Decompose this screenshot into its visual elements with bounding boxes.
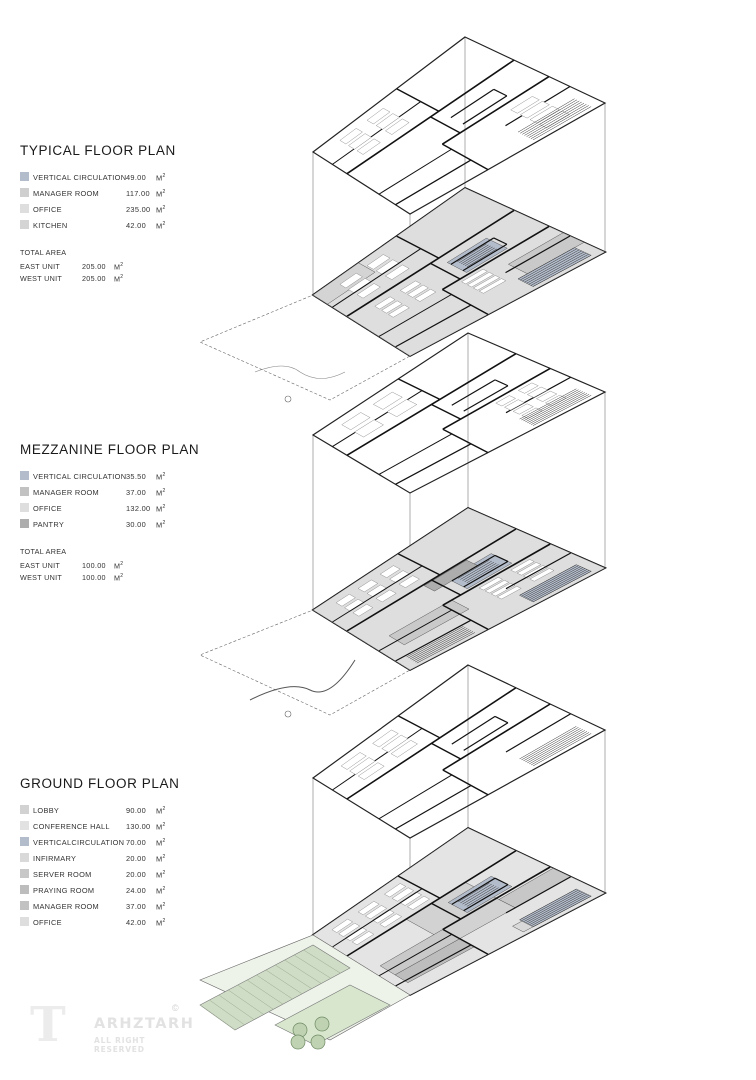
unit-text: M (156, 189, 163, 199)
typical-floor-title: TYPICAL FLOOR PLAN (20, 143, 176, 158)
mezzanine-total-heading: TOTAL AREA (20, 547, 67, 556)
area-label: LOBBY (33, 806, 60, 815)
unit-text: M (156, 472, 163, 482)
tree-symbol (285, 711, 291, 717)
logo-tagline: ALL RIGHT RESERVED (94, 1036, 146, 1054)
wall-line (395, 444, 471, 484)
area-row (20, 218, 176, 234)
tree-symbol (285, 396, 291, 402)
stair-tread (531, 732, 589, 764)
area-value: 24.00 (126, 886, 146, 895)
total-value: 205.00 (82, 274, 106, 283)
ghost-outline (313, 665, 605, 838)
area-row (20, 915, 179, 931)
mezzanine-floor-legend (20, 442, 199, 584)
stair-tread (529, 731, 587, 763)
area-value: 30.00 (126, 520, 146, 529)
wall-line (452, 716, 495, 744)
area-unit: $M^2$ (156, 902, 166, 912)
wall-line (443, 429, 488, 452)
ground-floor-legend (20, 776, 179, 931)
logo-mark: T (30, 997, 66, 1053)
area-row (20, 202, 176, 218)
area-label: MANAGER ROOM (33, 902, 100, 911)
total-unit: $M^2$ (114, 262, 124, 272)
wall-line (463, 96, 507, 124)
color-swatch (20, 487, 29, 496)
stair-tread (521, 727, 578, 760)
area-value: 235.00 (126, 205, 151, 214)
area-unit: $M^2$ (156, 838, 166, 848)
ghost-outline (313, 37, 605, 214)
unit-text: M (156, 902, 163, 912)
mezzanine-floor-title: MEZZANINE FLOOR PLAN (20, 442, 200, 457)
total-label: EAST UNIT (20, 561, 61, 570)
area-value: 90.00 (126, 806, 146, 815)
tree-canopy-2 (291, 1035, 305, 1049)
stair-tread (533, 733, 591, 765)
area-unit: $M^2$ (156, 918, 166, 928)
stair-tread (523, 728, 580, 761)
stair-tread (520, 726, 577, 759)
color-swatch (20, 885, 29, 894)
total-row (20, 560, 199, 572)
unit-text: M (156, 886, 163, 896)
area-unit: $M^2$ (156, 504, 166, 514)
color-swatch (20, 821, 29, 830)
wall-line (379, 775, 452, 819)
arhztarh-logo (30, 997, 195, 1054)
total-value: 205.00 (82, 262, 106, 271)
area-row (20, 803, 179, 819)
area-label: PANTRY (33, 520, 65, 529)
total-row (20, 273, 176, 285)
area-label: MANAGER ROOM (33, 189, 100, 198)
unit-text: M (114, 262, 121, 272)
mezzanine-total-list (20, 560, 199, 584)
stair-tread (525, 729, 582, 762)
wall-line (379, 434, 452, 475)
wall-line (398, 716, 440, 738)
unit-text: M (156, 488, 163, 498)
ground-floor-title: GROUND FLOOR PLAN (20, 776, 180, 791)
wall-line (443, 770, 488, 795)
wall-line (452, 380, 495, 405)
stair-tread (522, 101, 579, 134)
area-row (20, 501, 199, 517)
area-unit: $M^2$ (156, 189, 166, 199)
stair-tread (527, 730, 585, 763)
area-unit: $M^2$ (156, 806, 166, 816)
color-swatch (20, 853, 29, 862)
area-label: VERTICAL CIRCULATION (33, 173, 127, 182)
unit-text: M (156, 806, 163, 816)
wall-line (347, 354, 516, 456)
total-unit: $M^2$ (114, 573, 124, 583)
ground-upper-ghost (313, 665, 605, 838)
wall-line (430, 117, 460, 133)
tree-canopy-0 (293, 1023, 307, 1037)
area-row (20, 186, 176, 202)
unit-text: M (114, 561, 121, 571)
area-row (20, 851, 179, 867)
total-unit: $M^2$ (114, 561, 124, 571)
total-label: WEST UNIT (20, 573, 63, 582)
area-label: KITCHEN (33, 221, 68, 230)
wall-line (443, 704, 550, 770)
area-label: OFFICE (33, 918, 62, 927)
typical-total-heading: TOTAL AREA (20, 248, 67, 257)
unit-text: M (156, 870, 163, 880)
unit-text: M (156, 918, 163, 928)
area-row (20, 517, 199, 533)
tree-canopy-1 (315, 1017, 329, 1031)
area-row (20, 485, 199, 501)
area-unit: $M^2$ (156, 854, 166, 864)
color-swatch (20, 188, 29, 197)
mezzanine-upper-ghost (313, 333, 605, 493)
wall-line (397, 89, 439, 111)
typical-area-list (20, 170, 176, 234)
area-row (20, 819, 179, 835)
unit-text: M (156, 822, 163, 832)
total-value: 100.00 (82, 561, 106, 570)
area-unit: $M^2$ (156, 488, 166, 498)
area-label: VERTICAL CIRCULATION (33, 472, 127, 481)
area-label: VERTICALCIRCULATION (33, 838, 125, 847)
area-value: 37.00 (126, 488, 146, 497)
wall-line (464, 723, 508, 751)
exterior-stair-path (250, 660, 355, 700)
ground-area-list (20, 803, 179, 931)
area-row (20, 867, 179, 883)
area-value: 130.00 (126, 822, 151, 831)
area-label: MANAGER ROOM (33, 488, 100, 497)
typical-floor-legend (20, 143, 176, 285)
total-label: EAST UNIT (20, 262, 61, 271)
wall-line (431, 404, 460, 419)
area-unit: $M^2$ (156, 472, 166, 482)
unit-text: M (156, 520, 163, 530)
copyright-symbol: © (172, 1003, 179, 1013)
entry-ramp-curve (255, 366, 345, 379)
logo-wordmark: ARHZTARH (94, 1016, 195, 1032)
unit-text: M (114, 274, 121, 284)
area-value: 42.00 (126, 918, 146, 927)
color-swatch (20, 869, 29, 878)
total-unit: $M^2$ (114, 274, 124, 284)
area-label: INFIRMARY (33, 854, 77, 863)
area-unit: $M^2$ (156, 221, 166, 231)
color-swatch (20, 204, 29, 213)
area-value: 35.50 (126, 472, 146, 481)
wall-line (495, 716, 508, 722)
wall-line (494, 89, 507, 96)
area-unit: $M^2$ (156, 886, 166, 896)
typical-floor-plan (313, 188, 605, 356)
wall-line (443, 368, 550, 429)
wall-line (495, 380, 508, 386)
area-unit: $M^2$ (156, 205, 166, 215)
color-swatch (20, 503, 29, 512)
color-swatch (20, 519, 29, 528)
color-swatch (20, 220, 29, 229)
color-swatch (20, 837, 29, 846)
area-label: OFFICE (33, 504, 62, 513)
wall-line (398, 379, 440, 399)
area-value: 20.00 (126, 854, 146, 863)
area-value: 37.00 (126, 902, 146, 911)
total-label: WEST UNIT (20, 274, 63, 283)
area-label: PRAYING ROOM (33, 886, 95, 895)
wall-line (431, 743, 460, 759)
color-swatch (20, 471, 29, 480)
area-value: 42.00 (126, 221, 146, 230)
unit-text: M (156, 221, 163, 231)
area-unit: $M^2$ (156, 520, 166, 530)
total-value: 100.00 (82, 573, 106, 582)
office-zone (313, 508, 605, 670)
unit-text: M (156, 854, 163, 864)
unit-text: M (156, 504, 163, 514)
area-unit: $M^2$ (156, 870, 166, 880)
total-row (20, 572, 199, 584)
area-row (20, 469, 199, 485)
color-swatch (20, 917, 29, 926)
tree-canopy-3 (311, 1035, 325, 1049)
area-unit: $M^2$ (156, 822, 166, 832)
mezzanine-floor-plan (313, 508, 605, 670)
area-value: 20.00 (126, 870, 146, 879)
area-row (20, 899, 179, 915)
wall-line (379, 149, 451, 194)
mezzanine-area-list (20, 469, 199, 533)
area-value: 49.00 (126, 173, 146, 182)
area-label: OFFICE (33, 205, 62, 214)
area-row (20, 883, 179, 899)
area-unit: $M^2$ (156, 173, 166, 183)
wall-line (451, 89, 494, 117)
color-swatch (20, 172, 29, 181)
color-swatch (20, 805, 29, 814)
ghost-outline (313, 333, 605, 493)
unit-text: M (156, 205, 163, 215)
unit-text: M (156, 838, 163, 848)
area-value: 117.00 (126, 189, 150, 198)
area-row (20, 170, 176, 186)
color-swatch (20, 901, 29, 910)
typical-total-list (20, 261, 176, 285)
area-row (20, 835, 179, 851)
area-value: 70.00 (126, 838, 146, 847)
wall-line (464, 386, 508, 411)
typical-upper-ghost (313, 37, 605, 214)
area-label: CONFERENCE HALL (33, 822, 110, 831)
wall-line (395, 786, 471, 830)
area-value: 132.00 (126, 504, 151, 513)
unit-text: M (114, 573, 121, 583)
area-label: SERVER ROOM (33, 870, 92, 879)
unit-text: M (156, 173, 163, 183)
total-row (20, 261, 176, 273)
